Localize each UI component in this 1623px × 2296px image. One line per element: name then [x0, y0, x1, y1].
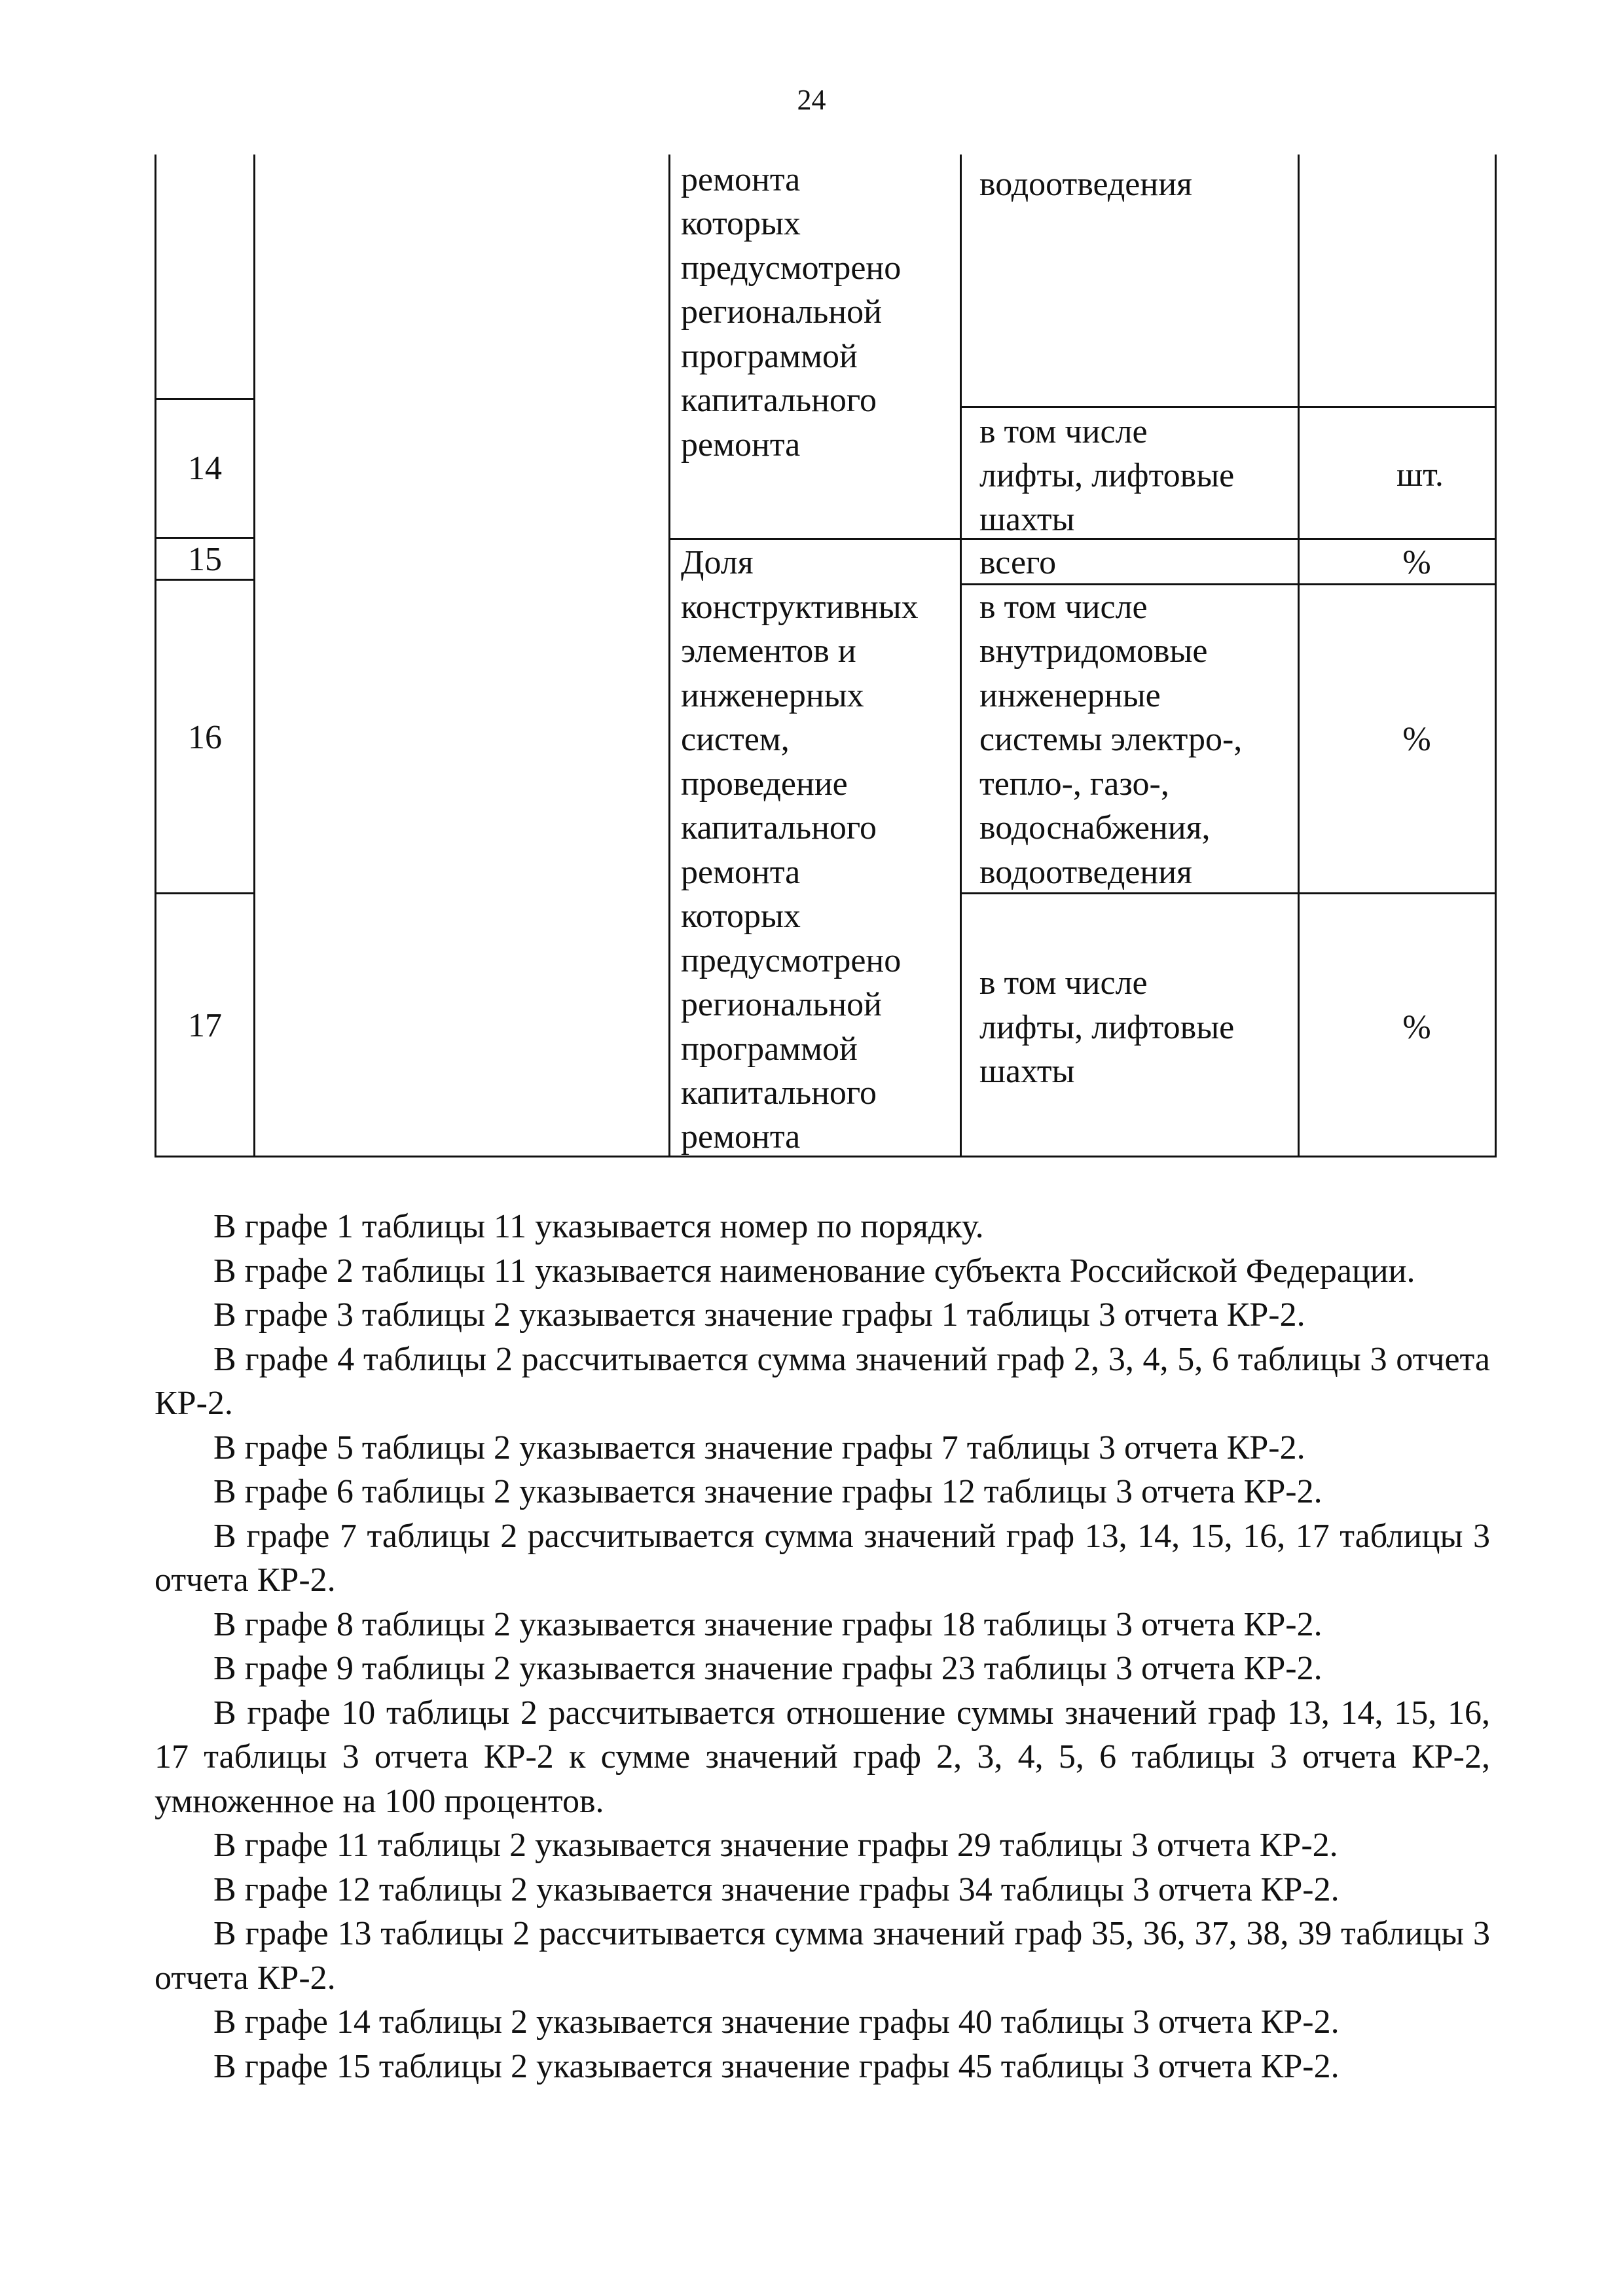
unit-cell: шт. [1396, 456, 1444, 494]
indicator-line: ремонта [681, 426, 801, 464]
table-column-divider [253, 155, 255, 1157]
row-divider [155, 398, 253, 400]
detail-line: в том числе [979, 413, 1148, 450]
indicator-line: ремонта [681, 1118, 801, 1156]
paragraph: В графе 4 таблицы 2 рассчитывается сумма значений граф 2, 3, 4, 5, 6 таблицы 3 отчета КР-2. [155, 1340, 1490, 1422]
indicator-line: предусмотрено [681, 249, 902, 287]
indicator-line: капитального [681, 809, 877, 847]
detail-line: шахты [979, 501, 1075, 538]
row-divider [155, 892, 253, 894]
detail-line: в том числе [979, 589, 1148, 626]
indicator-line: Доля [681, 544, 754, 581]
row-number: 17 [188, 1007, 222, 1044]
paragraph: В графе 14 таблицы 2 указывается значение графы 40 таблицы 3 отчета КР-2. [213, 2003, 1340, 2041]
detail-line: водоснабжения, [979, 809, 1211, 847]
paragraph: В графе 8 таблицы 2 указывается значение графы 18 таблицы 3 отчета КР-2. [213, 1605, 1322, 1643]
indicator-line: программой [681, 1030, 858, 1068]
row-number: 16 [188, 719, 222, 756]
paragraph: В графе 12 таблицы 2 указывается значение графы 34 таблицы 3 отчета КР-2. [213, 1870, 1340, 1908]
detail-line: лифты, лифтовые [979, 1009, 1235, 1046]
detail-line: лифты, лифтовые [979, 457, 1235, 494]
detail-line: системы электро-, [979, 721, 1243, 758]
detail-line: в том числе [979, 964, 1148, 1002]
unit-cell: % [1402, 544, 1431, 581]
row-divider [960, 406, 1495, 408]
unit-cell: % [1402, 1009, 1431, 1046]
indicator-line: региональной [681, 986, 882, 1023]
indicator-line: которых [681, 205, 801, 242]
detail-line: всего [979, 544, 1057, 581]
paragraph: В графе 2 таблицы 11 указывается наименование субъекта Российской Федерации. [213, 1252, 1415, 1290]
indicator-line: региональной [681, 293, 882, 331]
indicator-line: инженерных [681, 677, 864, 714]
detail-line: тепло-, газо-, [979, 765, 1169, 803]
indicator-line: систем, [681, 721, 790, 758]
indicator-line: программой [681, 338, 858, 375]
paragraph: В графе 6 таблицы 2 указывается значение графы 12 таблицы 3 отчета КР-2. [213, 1473, 1322, 1510]
paragraph: В графе 11 таблицы 2 указывается значение графы 29 таблицы 3 отчета КР-2. [213, 1827, 1338, 1864]
row-number: 15 [188, 541, 222, 578]
indicator-line: конструктивных [681, 589, 919, 626]
detail-line: водоотведения [979, 166, 1192, 203]
detail-line: водоотведения [979, 854, 1192, 891]
page-number: 24 [797, 84, 826, 116]
table-column-divider [960, 155, 962, 1157]
paragraph: В графе 3 таблицы 2 указывается значение графы 1 таблицы 3 отчета КР-2. [213, 1296, 1305, 1334]
explanatory-text [155, 1205, 1490, 2088]
paragraph: В графе 5 таблицы 2 указывается значение графы 7 таблицы 3 отчета КР-2. [213, 1429, 1305, 1467]
indicator-line: которых [681, 898, 801, 935]
row-divider [155, 537, 253, 539]
paragraph: В графе 15 таблицы 2 указывается значение графы 45 таблицы 3 отчета КР-2. [213, 2047, 1340, 2085]
row-divider [668, 538, 1495, 540]
table-border-bottom [155, 1156, 1497, 1157]
detail-line: инженерные [979, 677, 1161, 714]
indicator-line: элементов и [681, 632, 856, 670]
detail-line: шахты [979, 1053, 1075, 1090]
indicator-line: предусмотрено [681, 942, 902, 979]
paragraph: В графе 13 таблицы 2 рассчитывается сумма значений граф 35, 36, 37, 38, 39 таблицы 3 отчета КР-2. [155, 1915, 1490, 1997]
table-column-divider [668, 155, 670, 1157]
paragraph: В графе 7 таблицы 2 рассчитывается сумма значений граф 13, 14, 15, 16, 17 таблицы 3 отчета КР-2. [155, 1517, 1490, 1599]
detail-line: внутридомовые [979, 632, 1208, 670]
row-number: 14 [188, 450, 222, 487]
indicator-line: ремонта [681, 161, 801, 198]
table-border-right [1495, 155, 1497, 1157]
unit-cell: % [1402, 721, 1431, 758]
indicator-line: капитального [681, 382, 877, 419]
indicator-line: капитального [681, 1074, 877, 1112]
paragraph: В графе 1 таблицы 11 указывается номер по порядку. [213, 1208, 984, 1245]
table-column-divider [1298, 155, 1300, 1157]
paragraph: В графе 10 таблицы 2 рассчитывается отношение суммы значений граф 13, 14, 15, 16, 17 таблицы 3 отчета КР-2 к сумме значений граф 2, 3, 4, 5, 6 таблицы 3 отчета КР-2, умноженное на 100 процентов. [155, 1694, 1490, 1820]
paragraph: В графе 9 таблицы 2 указывается значение графы 23 таблицы 3 отчета КР-2. [213, 1650, 1322, 1687]
indicator-line: проведение [681, 765, 848, 803]
indicator-line: ремонта [681, 854, 801, 891]
